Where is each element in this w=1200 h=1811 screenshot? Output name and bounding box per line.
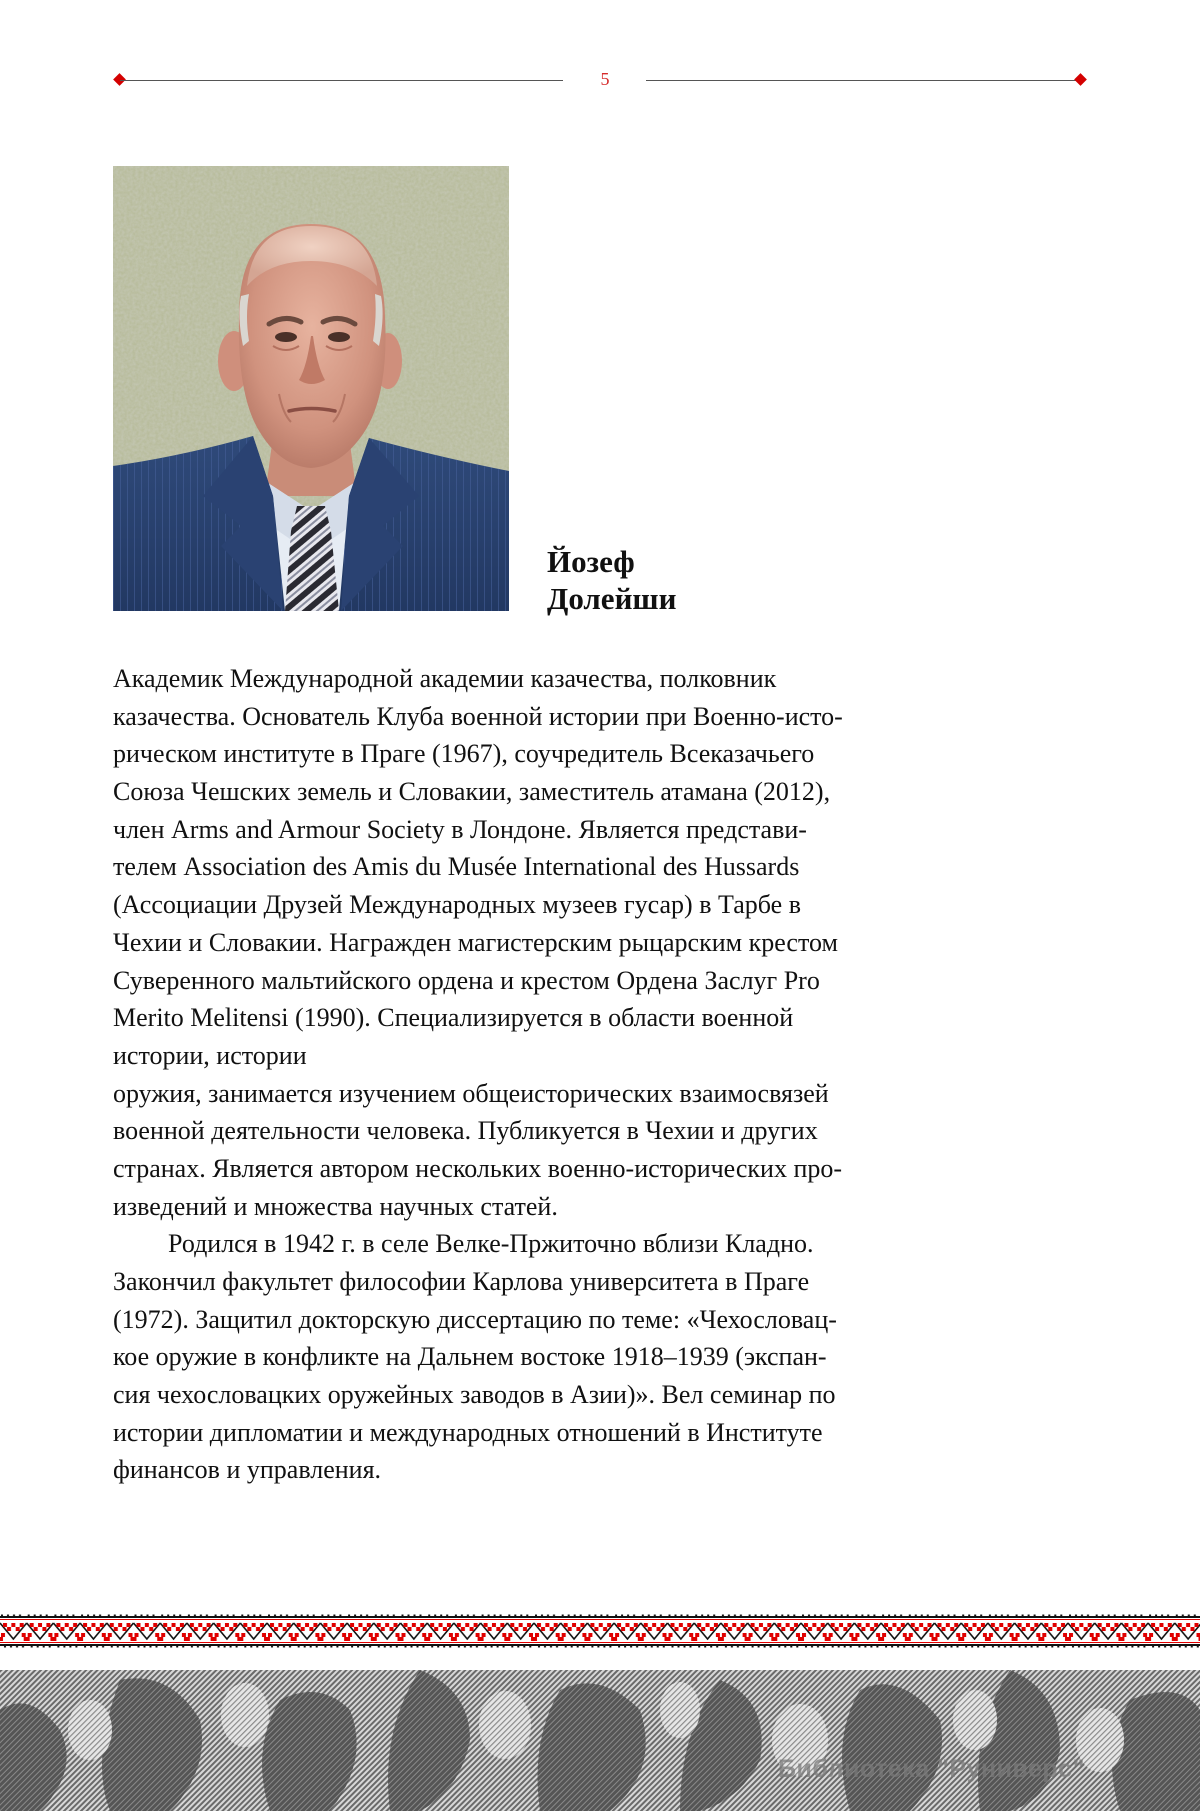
engraving-illustration-strip [0,1670,1200,1811]
bio-line: член Arms and Armour Society в Лондоне. Является представи- [113,814,807,844]
bio-line: Союза Чешских земель и Словакии, заместитель атамана (2012), [113,777,831,807]
bio-line: рическом институте в Праге (1967), соучредитель Всеказачьего [113,739,815,769]
bio-line: казачества. Основатель Клуба военной истории при Военно-исто- [113,701,843,731]
page-number: 5 [600,69,610,89]
bio-line: (1972). Защитил докторскую диссертацию по теме: «Чехословац- [113,1304,837,1334]
person-last-name: Долейши [547,581,677,616]
bio-line: кое оружие в конфликте на Дальнем востоке 1918–1939 (экспан- [113,1342,827,1372]
person-name [547,543,676,617]
portrait-photo [113,166,509,611]
bio-line: Закончил факультет философии Карлова университета в Праге [113,1267,810,1296]
bio-line: Академик Международной академии казачества, полковник [113,664,777,693]
bio-line: оружия, занимается изучением общеисторических взаимосвязей [113,1078,829,1108]
header-divider-left [120,80,563,82]
bio-line: странах. Является автором нескольких военно-исторических про- [113,1153,843,1183]
bio-line: истории, истории [113,1040,307,1070]
bio-line: Суверенного мальтийского ордена и крестом Ордена Заслуг Pro [113,965,820,995]
page-header-rule [110,70,1090,90]
bio-line: сия чехословацких оружейных заводов в Азии)». Вел семинар по [113,1380,836,1410]
library-watermark: Библиотека "Руниверс" [778,1755,1085,1783]
bio-line: Родился в 1942 г. в селе Велке-Пржиточно вблизи Кладно. [168,1229,814,1259]
bio-line: финансов и управления. [113,1455,382,1485]
bio-line: военной деятельности человека. Публикуется в Чехии и других [113,1116,818,1146]
bio-line: телем Association des Amis du Musée International des Hussards [113,852,800,882]
bio-line: Чехии и Словакии. Награжден магистерским рыцарским крестом [113,927,838,957]
embroidery-ornament-band [0,1614,1200,1648]
person-first-name: Йозеф [547,544,635,579]
bio-line: Merito Melitensi (1990). Специализируется в области военной [113,1003,794,1033]
biography-text [113,660,963,1489]
header-divider-right [646,80,1078,82]
bio-line: истории дипломатии и международных отношений в Институте [113,1417,823,1447]
bio-line: (Ассоциации Друзей Международных музеев гусар) в Тарбе в [113,890,801,920]
bio-line: изведений и множества научных статей. [113,1191,558,1221]
diamond-ornament-icon [1074,73,1087,86]
